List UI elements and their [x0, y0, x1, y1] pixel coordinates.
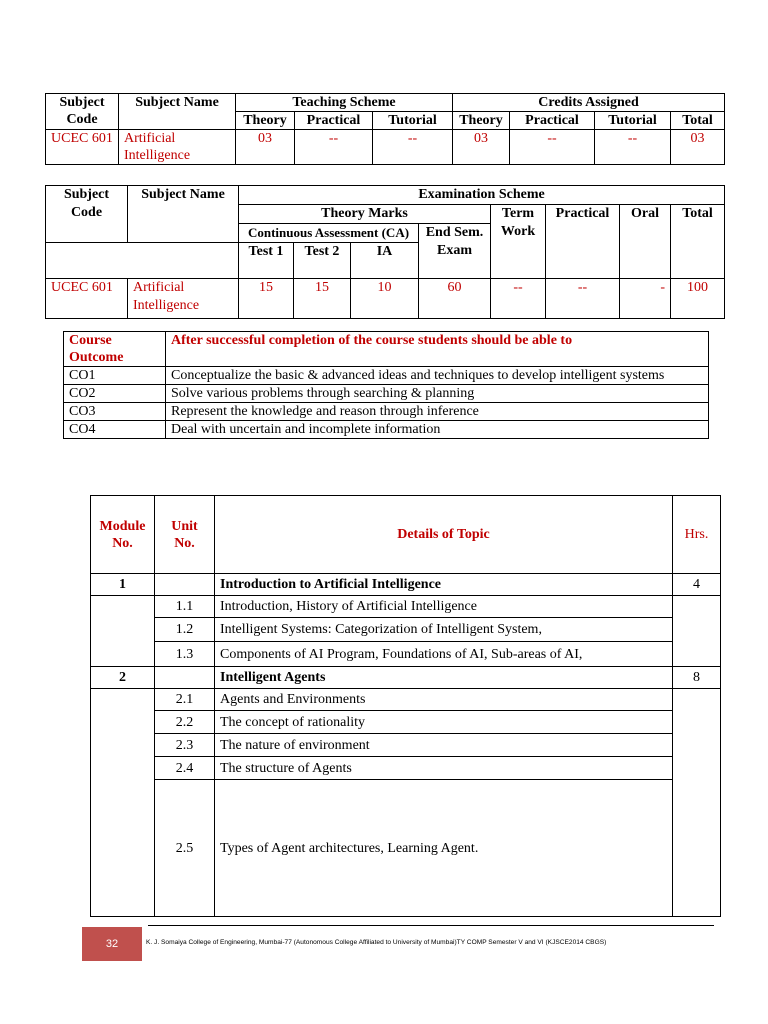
- header-tutorial: Tutorial: [595, 112, 671, 130]
- outcome-text: Represent the knowledge and reason through inference: [166, 403, 709, 421]
- header-subject-code: Subject Code: [46, 186, 128, 243]
- module-spacer: [91, 596, 155, 618]
- teaching-tutorial: --: [373, 130, 453, 165]
- unit-number: 2.4: [155, 757, 215, 780]
- module-number: 1: [91, 574, 155, 596]
- header-outcome-text: After successful completion of the course students should be able to: [166, 332, 709, 367]
- header-hrs: Hrs.: [673, 496, 721, 574]
- outcome-text: Conceptualize the basic & advanced ideas and techniques to develop intelligent systems: [166, 367, 709, 385]
- unit-number: 2.5: [155, 780, 215, 917]
- header-subject-code: Subject Code: [46, 94, 119, 130]
- unit-topic: The concept of rationality: [215, 711, 673, 734]
- module-title: Introduction to Artificial Intelligence: [215, 574, 673, 596]
- outcome-code: CO4: [64, 421, 166, 439]
- footer-divider: [148, 925, 714, 926]
- header-theory: Theory: [453, 112, 510, 130]
- subject-name: Artificial Intelligence: [128, 279, 239, 319]
- unit-topic: Components of AI Program, Foundations of AI, Sub-areas of AI,: [215, 642, 673, 667]
- spacer-cell: [46, 243, 128, 279]
- outcome-code: CO1: [64, 367, 166, 385]
- header-oral: Oral: [620, 205, 671, 279]
- hours-spacer: [673, 642, 721, 667]
- subject-code: UCEC 601: [46, 279, 128, 319]
- hours-spacer: [673, 757, 721, 780]
- module-spacer: [91, 618, 155, 642]
- module-number: 2: [91, 667, 155, 689]
- module-hours: 8: [673, 667, 721, 689]
- header-practical: Practical: [546, 205, 620, 279]
- header-theory-marks: Theory Marks: [239, 205, 491, 224]
- total-marks: 100: [671, 279, 725, 319]
- spacer-cell: [128, 243, 239, 279]
- header-test-2: Test 2: [294, 243, 351, 279]
- unit-topic: Intelligent Systems: Categorization of Intelligent System,: [215, 618, 673, 642]
- module-spacer: [91, 711, 155, 734]
- unit-number: 2.3: [155, 734, 215, 757]
- syllabus-table: [90, 495, 721, 917]
- hours-spacer: [673, 780, 721, 917]
- hours-spacer: [673, 711, 721, 734]
- unit-number: 1.2: [155, 618, 215, 642]
- course-outcomes-table: [63, 331, 709, 439]
- test-1-marks: 15: [239, 279, 294, 319]
- header-continuous-assessment: Continuous Assessment (CA): [239, 224, 419, 243]
- unit-number: 1.3: [155, 642, 215, 667]
- examination-scheme-table: [45, 185, 725, 319]
- module-hours: 4: [673, 574, 721, 596]
- credits-theory: 03: [453, 130, 510, 165]
- footer-text: K. J. Somaiya College of Engineering, Mumbai-77 (Autonomous College Affiliated to University of Mumbai)TY COMP Semester V and VI (KJSCE2014 CBGS): [146, 939, 607, 946]
- header-unit-no: Unit No.: [155, 496, 215, 574]
- header-ia: IA: [351, 243, 419, 279]
- header-total: Total: [671, 112, 725, 130]
- header-subject-name: Subject Name: [128, 186, 239, 243]
- credits-practical: --: [510, 130, 595, 165]
- module-spacer: [91, 780, 155, 917]
- hours-spacer: [673, 596, 721, 618]
- term-work-marks: --: [491, 279, 546, 319]
- module-spacer: [91, 734, 155, 757]
- unit-number: 2.2: [155, 711, 215, 734]
- module-spacer: [91, 642, 155, 667]
- unit-topic: Introduction, History of Artificial Intelligence: [215, 596, 673, 618]
- outcome-code: CO3: [64, 403, 166, 421]
- teaching-practical: --: [295, 130, 373, 165]
- header-subject-name: Subject Name: [119, 94, 236, 130]
- header-test-1: Test 1: [239, 243, 294, 279]
- ia-marks: 10: [351, 279, 419, 319]
- header-term-work: Term Work: [491, 205, 546, 279]
- outcome-text: Solve various problems through searching & planning: [166, 385, 709, 403]
- hours-spacer: [673, 734, 721, 757]
- header-examination-scheme: Examination Scheme: [239, 186, 725, 205]
- hours-spacer: [673, 689, 721, 711]
- teaching-scheme-table: [45, 93, 725, 165]
- unit-topic: The structure of Agents: [215, 757, 673, 780]
- teaching-theory: 03: [236, 130, 295, 165]
- unit-topic: Agents and Environments: [215, 689, 673, 711]
- unit-number: [155, 667, 215, 689]
- subject-name: Artificial Intelligence: [119, 130, 236, 165]
- practical-marks: --: [546, 279, 620, 319]
- unit-topic: The nature of environment: [215, 734, 673, 757]
- outcome-code: CO2: [64, 385, 166, 403]
- header-credits-assigned: Credits Assigned: [453, 94, 725, 112]
- header-course-outcome: Course Outcome: [64, 332, 166, 367]
- credits-tutorial: --: [595, 130, 671, 165]
- end-sem-marks: 60: [419, 279, 491, 319]
- header-end-sem-exam: End Sem. Exam: [419, 224, 491, 279]
- unit-number: [155, 574, 215, 596]
- hours-spacer: [673, 618, 721, 642]
- unit-number: 2.1: [155, 689, 215, 711]
- module-title: Intelligent Agents: [215, 667, 673, 689]
- header-theory: Theory: [236, 112, 295, 130]
- module-spacer: [91, 689, 155, 711]
- unit-number: 1.1: [155, 596, 215, 618]
- header-practical: Practical: [295, 112, 373, 130]
- page-number: 32: [82, 927, 142, 961]
- test-2-marks: 15: [294, 279, 351, 319]
- unit-topic: Types of Agent architectures, Learning Agent.: [215, 780, 673, 917]
- header-module-no: Module No.: [91, 496, 155, 574]
- header-teaching-scheme: Teaching Scheme: [236, 94, 453, 112]
- header-total: Total: [671, 205, 725, 279]
- header-details-of-topic: Details of Topic: [215, 496, 673, 574]
- oral-marks: -: [620, 279, 671, 319]
- subject-code: UCEC 601: [46, 130, 119, 165]
- header-practical: Practical: [510, 112, 595, 130]
- outcome-text: Deal with uncertain and incomplete information: [166, 421, 709, 439]
- header-tutorial: Tutorial: [373, 112, 453, 130]
- module-spacer: [91, 757, 155, 780]
- credits-total: 03: [671, 130, 725, 165]
